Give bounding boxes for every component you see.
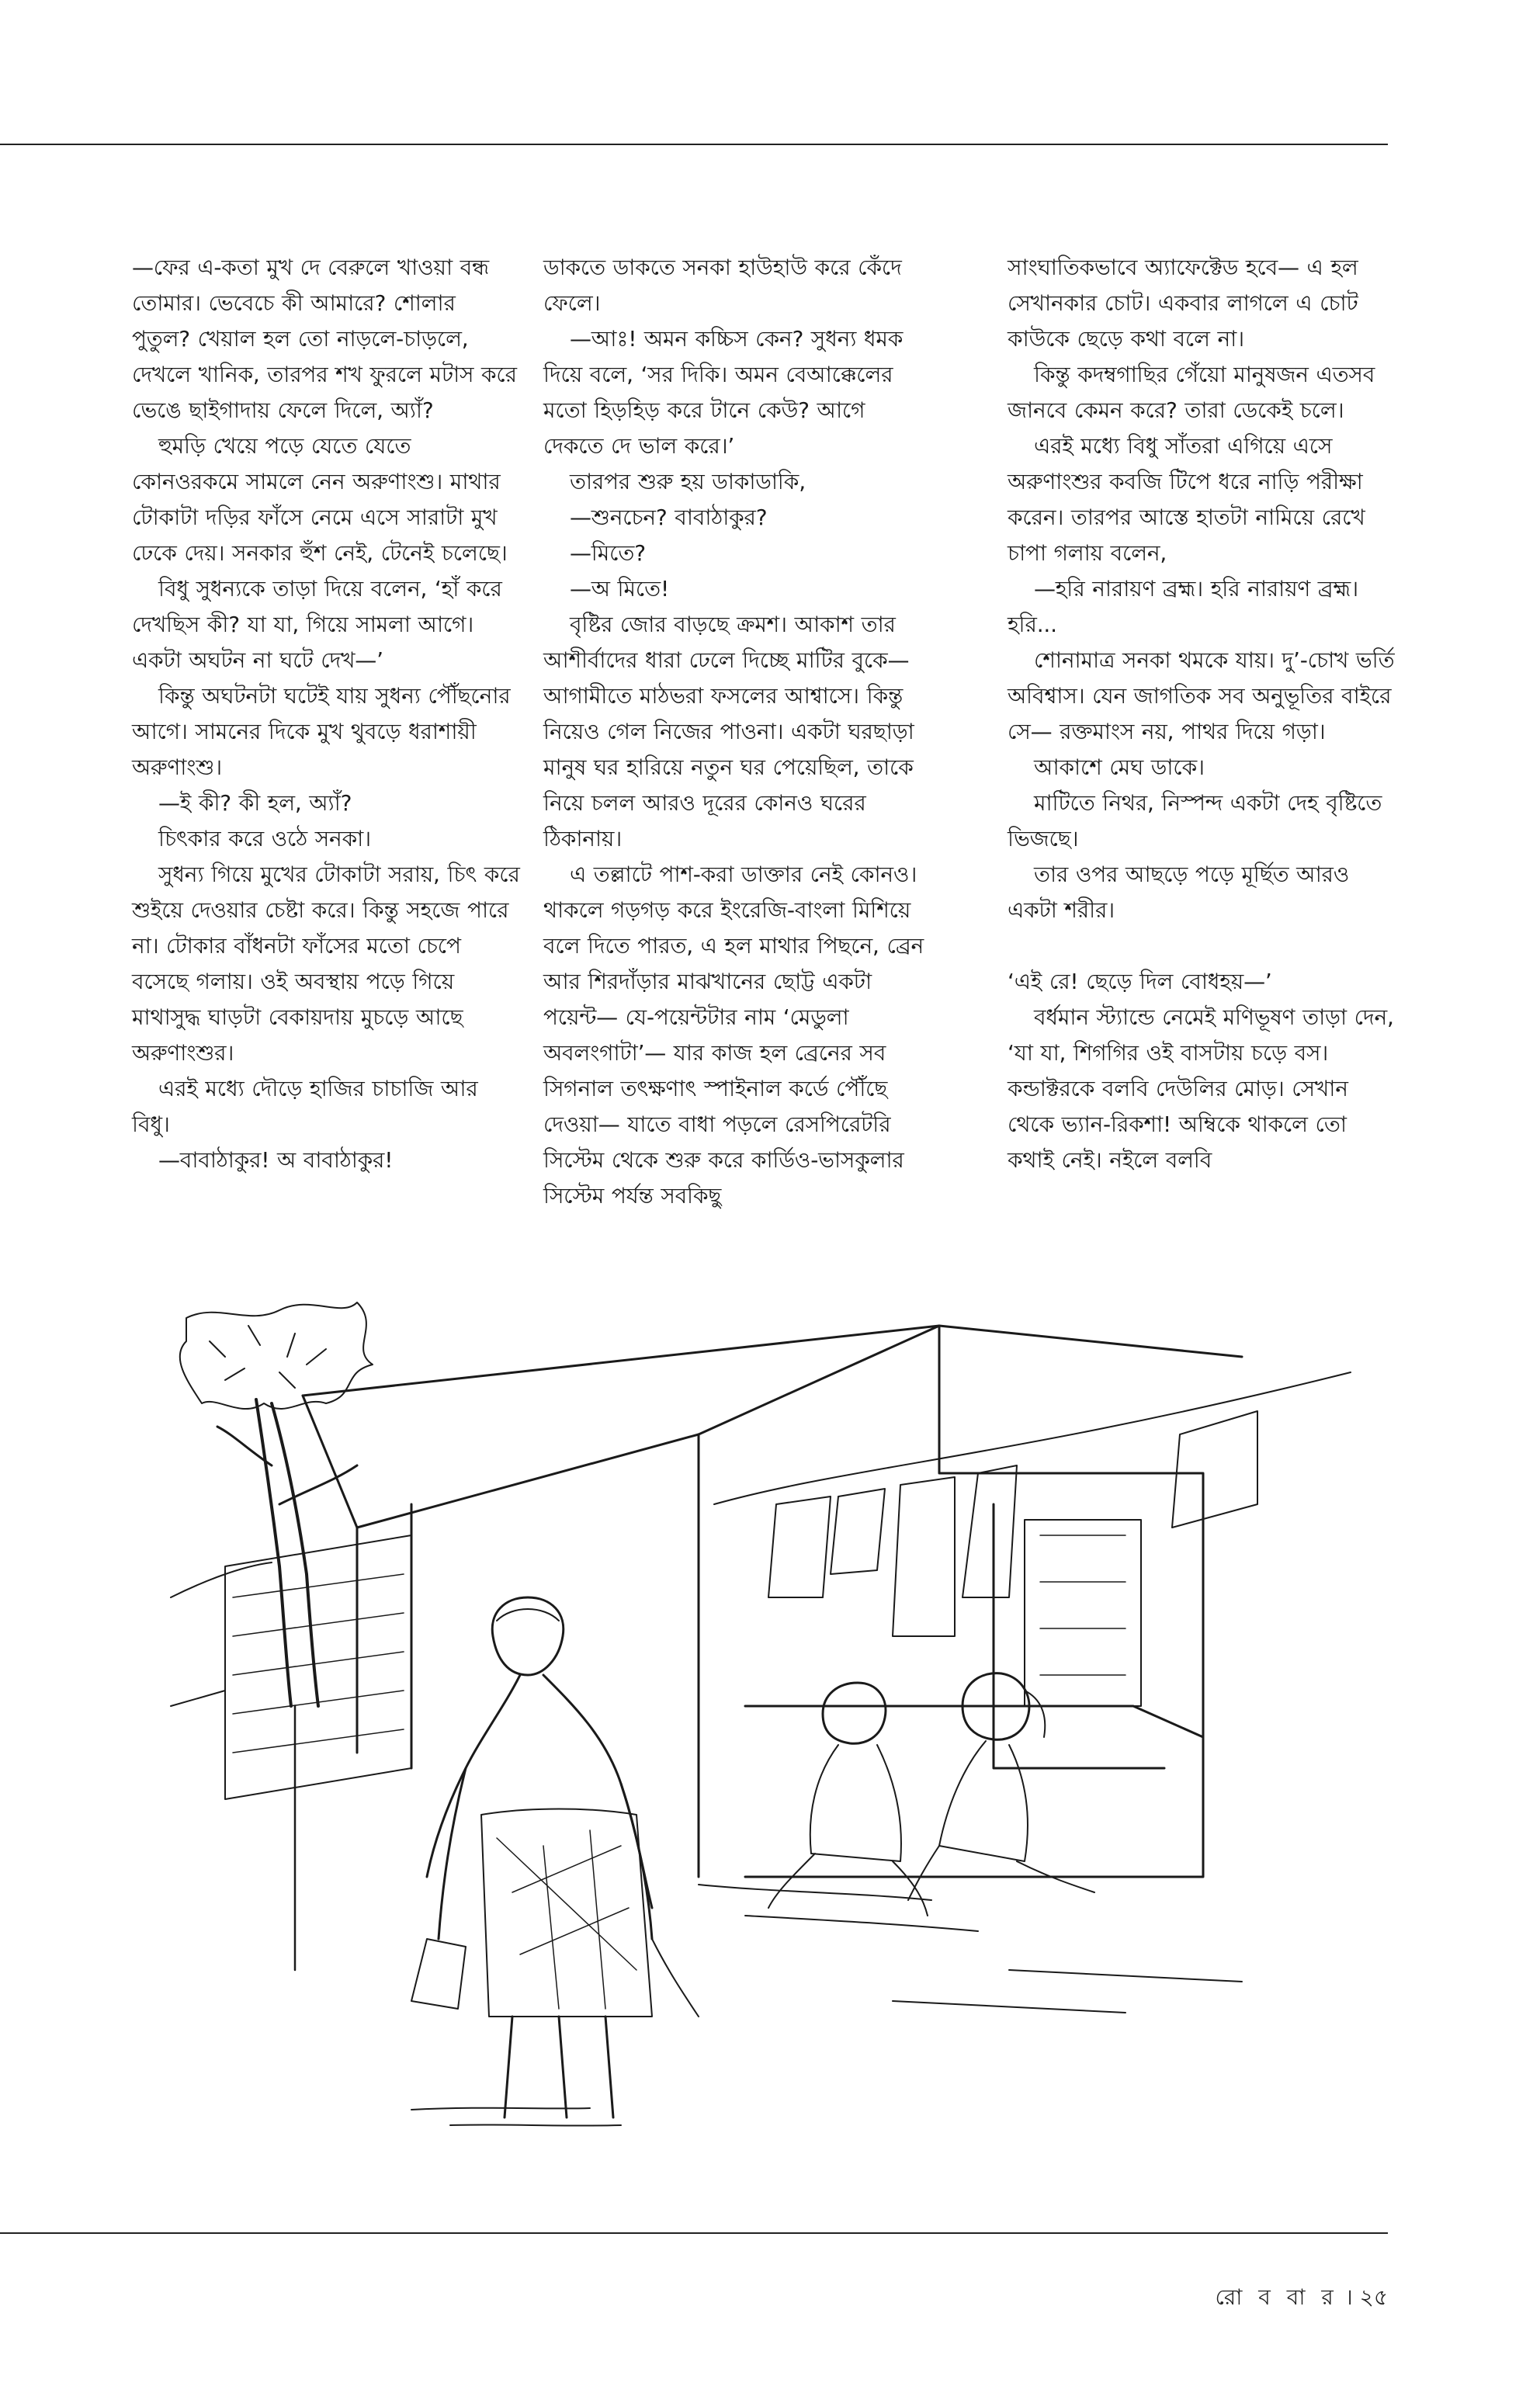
text-column-1: [132, 250, 520, 1178]
paragraph: —শুনচেন? বাবাঠাকুর?: [570, 505, 768, 530]
children-figures-drawing: [768, 1673, 1094, 1916]
paragraph: —আঃ! অমন কচ্চিস কেন? সুধন্য ধমক দিয়ে বলে, ‘সর দিকি। অমন বেআক্কেলের মতো হিড়হিড় করে টানে কেউ? আগে দেকতে দে ভাল করে।’: [543, 326, 904, 459]
paragraph: কিন্তু কদম্বগাছির গেঁয়ো মানুষজন এতসব জানবে কেমন করে? তারা ডেকেই চলে।: [1008, 362, 1375, 423]
paragraph: সাংঘাতিকভাবে অ্যাফেক্টেড হবে— এ হল সেখানকার চোট। একবার লাগলে এ চোট কাউকে ছেড়ে কথা বলে না।: [1008, 255, 1358, 352]
paragraph: শোনামাত্র সনকা থমকে যায়। দু’-চোখ ভর্তি অবিশ্বাস। যেন জাগতিক সব অনুভূতির বাইরে সে— রক্তমাংস নয়, পাথর দিয়ে গড়া।: [1008, 647, 1395, 744]
paragraph: —হরি নারায়ণ ব্রহ্ম। হরি নারায়ণ ব্রহ্ম। হরি...: [1008, 576, 1358, 637]
footer-separator: ।: [1344, 2284, 1353, 2310]
paragraph: ডাকতে ডাকতে সনকা হাউহাউ করে কেঁদে ফেলে।: [543, 255, 902, 316]
man-figure-drawing: [411, 1597, 699, 2117]
paragraph: বিধু সুধন্যকে তাড়া দিয়ে বলেন, ‘হাঁ করে দেখছিস কী? যা যা, গিয়ে সামলা আগে। একটা অঘটন না ঘটে দেখ—’: [132, 576, 502, 673]
article-body: [132, 250, 1395, 1228]
text-column-3: [1008, 250, 1396, 1178]
paragraph: —ফের এ-কতা মুখ দে বেরুলে খাওয়া বন্ধ তোমার। ভেবেচে কী আমারে? শোলার পুতুল? খেয়াল হল তো নাড়লে-চাড়লে, দেখলে খানিক, তারপর শখ ফুরলে মটাস করে ভেঙে ছাইগাদায় ফেলে দিলে, অ্যাঁ?: [132, 255, 517, 423]
paragraph: মাটিতে নিথর, নিস্পন্দ একটা দেহ বৃষ্টিতে ভিজছে।: [1008, 790, 1382, 851]
paragraph: এরই মধ্যে দৌড়ে হাজির চাচাজি আর বিধু।: [132, 1076, 478, 1137]
clothes-line-drawing: [714, 1372, 1351, 1636]
paragraph: —বাবাঠাকুর! অ বাবাঠাকুর!: [158, 1147, 394, 1173]
paragraph: এ তল্লাটে পাশ-করা ডাক্তার নেই কোনও। থাকলে গড়গড় করে ইংরেজি-বাংলা মিশিয়ে বলে দিতে পারত, এ হল মাথার পিছনে, ব্রেন আর শিরদাঁড়ার মাঝখানের ছোট্ট একটা পয়েন্ট— যে-পয়েন্টটার নাম ‘মেডুলা অবলংগাটা’— যার কাজ হল ব্রেনের সব সিগনাল তৎক্ষণাৎ স্পাইনাল কর্ডে পৌঁছে দেওয়া— যাতে বাধা পড়লে রেসপিরেটরি সিস্টেম থেকে শুরু করে কার্ডিও-ভাসকুলার সিস্টেম পর্যন্ত সবকিছু: [543, 862, 924, 1209]
paragraph: হুমড়ি খেয়ে পড়ে যেতে যেতে কোনওরকমে সামলে নেন অরুণাংশু। মাথার টোকাটা দড়ির ফাঁসে নেমে এসে সারাটা মুখ ঢেকে দেয়। সনকার হুঁশ নেই, টেনেই চলেছে।: [132, 433, 508, 566]
paragraph: তারপর শুরু হয় ডাকাডাকি,: [570, 469, 806, 494]
paragraph-section-break: ‘এই রে! ছেড়ে দিল বোধহয়—’: [1008, 969, 1272, 994]
paragraph: কিন্তু অঘটনটা ঘটেই যায় সুধন্য পৌঁছনোর আগে। সামনের দিকে মুখ থুবড়ে ধরাশায়ী অরুণাংশু।: [132, 683, 511, 780]
paragraph: বর্ধমান স্ট্যান্ডে নেমেই মণিভূষণ তাড়া দেন, ‘যা যা, শিগগির ওই বাসটায় চড়ে বস। কন্ডাক্টরকে বলবি দেউলির মোড়। সেখান থেকে ভ্যান-রিকশা! অম্বিকে থাকলে তো কথাই নেই। নইলে বলবি: [1008, 1004, 1394, 1173]
paragraph: আকাশে মেঘ ডাকে।: [1034, 754, 1205, 780]
village-scene-illustration: [155, 1271, 1397, 2187]
magazine-name: রো ব বা র: [1215, 2284, 1338, 2310]
page-footer: [1216, 2280, 1388, 2317]
paragraph: —অ মিতে!: [570, 576, 669, 602]
paragraph: চিৎকার করে ওঠে সনকা।: [158, 826, 371, 851]
paragraph: —ই কী? কী হল, অ্যাঁ?: [158, 790, 352, 816]
house-drawing: [699, 1326, 1203, 1877]
paragraph: তার ওপর আছড়ে পড়ে মূর্ছিত আরও একটা শরীর।: [1008, 862, 1350, 923]
text-column-2: [543, 250, 931, 1214]
page-number: ২৫: [1359, 2284, 1388, 2310]
paragraph: —মিতে?: [570, 540, 646, 566]
paragraph: এরই মধ্যে বিধু সাঁতরা এগিয়ে এসে অরুণাংশুর কবজি টিপে ধরে নাড়ি পরীক্ষা করেন। তারপর আস্তে হাতটা নামিয়ে রেখে চাপা গলায় বলেন,: [1008, 433, 1365, 566]
paragraph: সুধন্য গিয়ে মুখের টোকাটা সরায়, চিৎ করে শুইয়ে দেওয়ার চেষ্টা করে। কিন্তু সহজে পারে না। টোকার বাঁধনটা ফাঁসের মতো চেপে বসেছে গলায়। ওই অবস্থায় পড়ে গিয়ে মাথাসুদ্ধ ঘাড়টা বেকায়দায় মুচড়ে আছে অরুণাংশুর।: [132, 862, 520, 1066]
shed-drawing: [171, 1326, 1242, 1799]
bottom-rule: [0, 2232, 1388, 2234]
tree-drawing: [180, 1302, 373, 1706]
paragraph: বৃষ্টির জোর বাড়ছে ক্রমশ। আকাশ তার আশীর্বাদের ধারা ঢেলে দিচ্ছে মাটির বুকে— আগামীতে মাঠভরা ফসলের আশ্বাসে। কিন্তু নিয়েও গেল নিজের পাওনা। একটা ঘরছাড়া মানুষ ঘর হারিয়ে নতুন ঘর পেয়েছিল, তাকে নিয়ে চলল আরও দূরের কোনও ঘরের ঠিকানায়।: [543, 612, 914, 851]
top-rule: [0, 144, 1388, 145]
